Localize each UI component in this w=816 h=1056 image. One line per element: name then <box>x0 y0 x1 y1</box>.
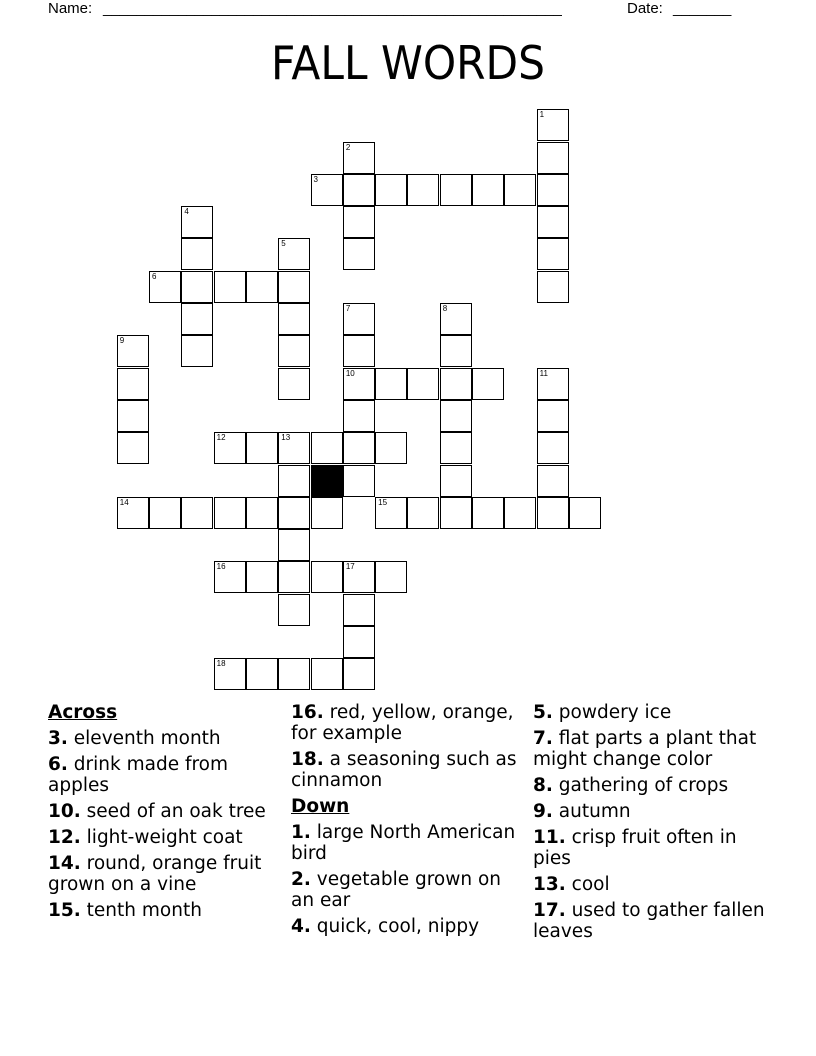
clue-item-number: 6. <box>48 754 68 775</box>
clue-item-text: red, yellow, orange, for example <box>291 702 514 744</box>
grid-cell[interactable] <box>246 561 278 593</box>
clue-item <box>533 827 769 869</box>
clue-item-text: gathering of crops <box>552 775 729 796</box>
clue-number: 15 <box>378 497 388 507</box>
clue-item <box>533 801 769 822</box>
grid-cell[interactable] <box>343 238 375 270</box>
grid-cell[interactable] <box>343 594 375 626</box>
clue-item-text: flat parts a plant that might change color <box>533 728 757 770</box>
grid-cell[interactable] <box>375 174 407 206</box>
clue-item-number: 8. <box>533 775 553 796</box>
clue-item-number: 13. <box>533 874 566 895</box>
grid-cell[interactable] <box>181 335 213 367</box>
grid-cell[interactable] <box>149 497 181 529</box>
clue-item-text: vegetable grown on an ear <box>291 869 502 911</box>
grid-cell[interactable] <box>440 465 472 497</box>
grid-cell[interactable] <box>343 206 375 238</box>
clue-item <box>291 869 527 911</box>
grid-cell[interactable] <box>375 368 407 400</box>
grid-cell[interactable] <box>246 497 278 529</box>
clue-item-text: used to gather fallen leaves <box>533 900 765 942</box>
grid-cell[interactable] <box>278 465 310 497</box>
grid-cell[interactable] <box>375 497 407 529</box>
clue-item-number: 16. <box>291 702 324 723</box>
grid-cell[interactable] <box>407 174 439 206</box>
grid-cell[interactable] <box>311 174 343 206</box>
grid-cell[interactable] <box>278 658 310 690</box>
grid-cell[interactable] <box>440 432 472 464</box>
clue-item-text: round, orange fruit grown on a vine <box>48 853 262 895</box>
grid-cell[interactable] <box>117 368 149 400</box>
grid-cell[interactable] <box>278 303 310 335</box>
grid-cell[interactable] <box>537 238 569 270</box>
grid-cell[interactable] <box>246 658 278 690</box>
grid-cell[interactable] <box>181 206 213 238</box>
grid-cell[interactable] <box>117 335 149 367</box>
clue-number: 4 <box>184 207 189 217</box>
grid-cell[interactable] <box>504 497 536 529</box>
grid-cell[interactable] <box>117 497 149 529</box>
across-heading: Across <box>48 702 118 723</box>
clue-item-text: cool <box>565 874 610 895</box>
grid-cell[interactable] <box>440 174 472 206</box>
grid-cell[interactable] <box>537 109 569 141</box>
grid-cell[interactable] <box>343 626 375 658</box>
clue-item <box>291 702 527 744</box>
grid-cell[interactable] <box>278 594 310 626</box>
clue-number: 8 <box>442 304 448 314</box>
grid-cell[interactable] <box>440 400 472 432</box>
grid-cell[interactable] <box>246 271 278 303</box>
clue-number: 10 <box>345 368 355 378</box>
clue-number: 12 <box>216 433 226 443</box>
clue-item-number: 7. <box>533 728 553 749</box>
grid-cell[interactable] <box>278 432 310 464</box>
grid-cell[interactable] <box>375 432 407 464</box>
clue-item-number: 9. <box>533 801 553 822</box>
clue-item <box>48 853 284 895</box>
grid-cell[interactable] <box>472 497 504 529</box>
clue-item <box>291 822 527 864</box>
clue-item-text: crisp fruit often in pies <box>533 827 737 869</box>
clue-number: 17 <box>345 562 355 572</box>
grid-cell[interactable] <box>569 497 601 529</box>
grid-cell[interactable] <box>278 238 310 270</box>
clue-number: 3 <box>313 174 318 184</box>
clue-item <box>533 874 769 895</box>
clue-item <box>48 728 284 749</box>
grid-cell[interactable] <box>472 368 504 400</box>
date-label: Date: <box>627 0 663 17</box>
clue-item-text: a seasoning such as cinnamon <box>291 749 517 791</box>
clue-item-number: 18. <box>291 749 324 770</box>
grid-cell[interactable] <box>214 658 246 690</box>
clue-number: 5 <box>281 239 286 249</box>
grid-cell[interactable] <box>343 174 375 206</box>
clue-item <box>533 728 769 770</box>
clue-item <box>48 754 284 796</box>
grid-cell[interactable] <box>537 497 569 529</box>
grid-cell[interactable] <box>311 561 343 593</box>
grid-cell[interactable] <box>537 400 569 432</box>
clue-number: 6 <box>152 271 157 281</box>
clue-item <box>533 775 769 796</box>
grid-cell[interactable] <box>343 465 375 497</box>
clue-item-number: 5. <box>533 702 553 723</box>
clue-number: 13 <box>281 433 291 443</box>
grid-cell[interactable] <box>278 335 310 367</box>
clue-number: 16 <box>216 562 226 572</box>
puzzle-title: FALL WORDS <box>270 36 546 90</box>
clue-item <box>533 900 769 942</box>
clue-item-number: 15. <box>48 900 81 921</box>
grid-cell[interactable] <box>343 400 375 432</box>
clue-item-number: 17. <box>533 900 566 921</box>
grid-cell[interactable] <box>278 271 310 303</box>
clue-item <box>48 801 284 822</box>
clue-item-number: 11. <box>533 827 566 848</box>
clue-item <box>48 827 284 848</box>
grid-cell[interactable] <box>181 303 213 335</box>
grid-cell[interactable] <box>343 303 375 335</box>
grid-cell[interactable] <box>407 497 439 529</box>
clue-item <box>291 749 527 791</box>
clue-number: 14 <box>119 497 129 507</box>
black-square <box>311 465 343 497</box>
name-field-line[interactable]: _______________________________________________________ <box>103 0 562 17</box>
clue-item <box>291 916 527 937</box>
clue-column-3 <box>533 702 769 947</box>
grid-cell[interactable] <box>375 561 407 593</box>
clue-item-text: quick, cool, nippy <box>310 916 480 937</box>
grid-cell[interactable] <box>537 432 569 464</box>
grid-cell[interactable] <box>343 335 375 367</box>
grid-cell[interactable] <box>278 368 310 400</box>
grid-cell[interactable] <box>311 497 343 529</box>
grid-cell[interactable] <box>343 142 375 174</box>
clue-item-number: 10. <box>48 801 81 822</box>
date-field-line[interactable]: _______ <box>673 0 732 17</box>
grid-cell[interactable] <box>117 432 149 464</box>
grid-cell[interactable] <box>343 432 375 464</box>
clue-number: 1 <box>539 110 545 120</box>
clue-column-2 <box>291 702 527 942</box>
clue-item-text: light-weight coat <box>80 827 243 848</box>
grid-cell[interactable] <box>343 368 375 400</box>
clue-item-text: tenth month <box>80 900 202 921</box>
clue-item-number: 14. <box>48 853 81 874</box>
grid-cell[interactable] <box>537 142 569 174</box>
clue-column-1 <box>48 702 284 926</box>
grid-cell[interactable] <box>440 368 472 400</box>
grid-cell[interactable] <box>311 432 343 464</box>
grid-cell[interactable] <box>181 271 213 303</box>
grid-cell[interactable] <box>214 271 246 303</box>
clue-item-text: seed of an oak tree <box>80 801 266 822</box>
grid-cell[interactable] <box>343 561 375 593</box>
grid-cell[interactable] <box>311 658 343 690</box>
clue-item-text: powdery ice <box>552 702 672 723</box>
clue-item-number: 3. <box>48 728 68 749</box>
grid-cell[interactable] <box>504 174 536 206</box>
clue-number: 18 <box>216 659 226 669</box>
grid-cell[interactable] <box>214 561 246 593</box>
down-heading: Down <box>291 796 350 817</box>
grid-cell[interactable] <box>246 432 278 464</box>
grid-cell[interactable] <box>440 335 472 367</box>
grid-cell[interactable] <box>343 658 375 690</box>
clue-item-number: 1. <box>291 822 311 843</box>
grid-cell[interactable] <box>278 497 310 529</box>
grid-cell[interactable] <box>214 432 246 464</box>
grid-cell[interactable] <box>181 238 213 270</box>
grid-cell[interactable] <box>537 368 569 400</box>
grid-cell[interactable] <box>537 206 569 238</box>
clue-item-text: drink made from apples <box>48 754 229 796</box>
clue-item-number: 2. <box>291 869 311 890</box>
clue-item-text: autumn <box>552 801 631 822</box>
grid-cell[interactable] <box>440 303 472 335</box>
grid-cell[interactable] <box>181 497 213 529</box>
grid-cell[interactable] <box>440 497 472 529</box>
grid-cell[interactable] <box>214 497 246 529</box>
clue-item-number: 4. <box>291 916 311 937</box>
name-label: Name: <box>48 0 93 17</box>
grid-cell[interactable] <box>149 271 181 303</box>
grid-cell[interactable] <box>278 529 310 561</box>
grid-cell[interactable] <box>537 465 569 497</box>
clue-number: 2 <box>345 142 351 152</box>
clue-item-text: large North American bird <box>291 822 516 864</box>
grid-cell[interactable] <box>537 271 569 303</box>
grid-cell[interactable] <box>407 368 439 400</box>
grid-cell[interactable] <box>278 561 310 593</box>
clue-item-text: eleventh month <box>67 728 221 749</box>
clue-item <box>48 900 284 921</box>
clue-number: 7 <box>345 304 351 314</box>
grid-cell[interactable] <box>117 400 149 432</box>
clue-item <box>533 702 769 723</box>
grid-cell[interactable] <box>472 174 504 206</box>
clue-item-number: 12. <box>48 827 81 848</box>
clue-number: 11 <box>539 368 548 378</box>
clue-number: 9 <box>119 336 125 346</box>
grid-cell[interactable] <box>537 174 569 206</box>
